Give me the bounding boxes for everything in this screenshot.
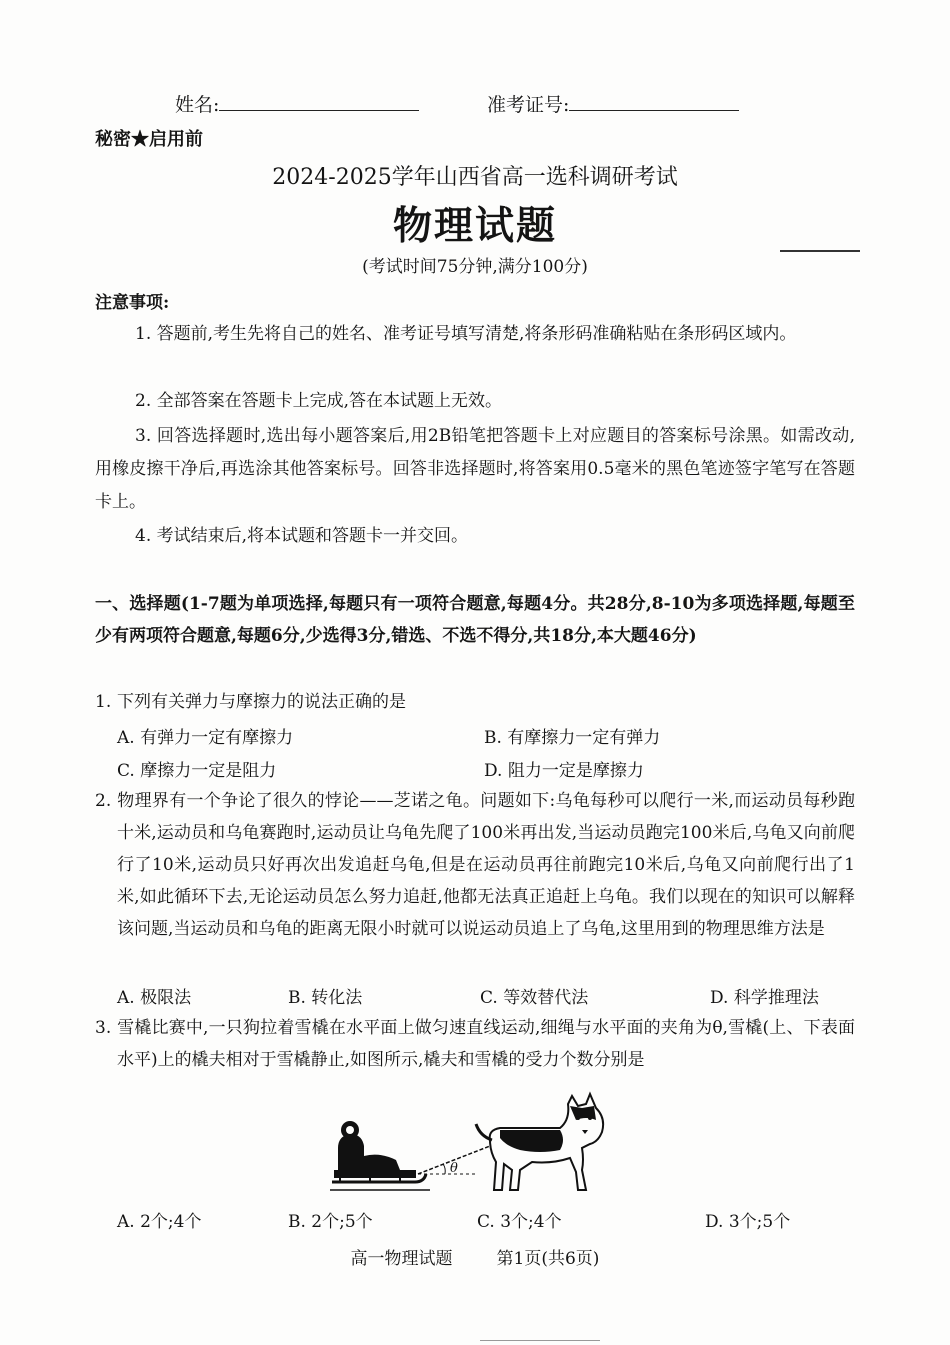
notice-heading: 注意事项: bbox=[95, 293, 170, 313]
exam-number-field bbox=[487, 90, 739, 117]
q3-option-c: C. 3个;4个 bbox=[477, 1212, 562, 1232]
q3-option-a: A. 2个;4个 bbox=[117, 1212, 202, 1232]
page-footer bbox=[0, 1244, 950, 1269]
notice-item-4: 4. 考试结束后,将本试题和答题卡一并交回。 bbox=[135, 526, 469, 546]
theta-label: θ bbox=[450, 1161, 458, 1176]
q2-option-c: C. 等效替代法 bbox=[480, 988, 589, 1008]
name-field bbox=[175, 90, 419, 117]
name-blank bbox=[219, 96, 419, 111]
q3-option-b: B. 2个;5个 bbox=[288, 1212, 373, 1232]
question-1-stem: 下列有关弹力与摩擦力的说法正确的是 bbox=[117, 692, 406, 712]
question-3-stem: 雪橇比赛中,一只狗拉着雪橇在水平面上做匀速直线运动,细绳与水平面的夹角为θ,雪橇(上、下表面水平)上的橇夫相对于雪橇静止,如图所示,橇夫和雪橇的受力个数分别是 bbox=[117, 1018, 855, 1070]
bottom-mark bbox=[480, 1340, 600, 1341]
notice-item-2: 2. 全部答案在答题卡上完成,答在本试题上无效。 bbox=[135, 391, 503, 411]
sled-dog-figure bbox=[320, 1090, 620, 1200]
notice-item-1: 1. 答题前,考生先将自己的姓名、准考证号填写清楚,将条形码准确粘贴在条形码区域内。 bbox=[135, 324, 797, 344]
exam-number-blank bbox=[569, 96, 739, 111]
question-1 bbox=[95, 686, 855, 718]
question-3-number: 3. bbox=[95, 1018, 112, 1038]
question-2-stem: 物理界有一个争论了很久的悖论——芝诺之龟。问题如下:乌龟每秒可以爬行一米,而运动员每秒跑十米,运动员和乌龟赛跑时,运动员让乌龟先爬了100米再出发,当运动员跑完100米后,乌龟又向前爬行了10米,运动员只好再次出发追赶乌龟,但是在运动员再往前跑完10米后,乌龟又向前爬行出了1米,如此循环下去,无论运动员怎么努力追赶,他都无法真正追赶上乌龟。我们以现在的知识可以解释该问题,当运动员和乌龟的距离无限小时就可以说运动员追上了乌龟,这里用到的物理思维方法是 bbox=[117, 791, 855, 939]
exam-time: (考试时间75分钟,满分100分) bbox=[362, 257, 588, 277]
angle-arc bbox=[443, 1164, 445, 1174]
section-heading: 一、选择题(1-7题为单项选择,每题只有一项符合题意,每题4分。共28分,8-10为多项选择题,每题至少有两项符合题意,每题6分,少选得3分,错选、不选不得分,共18分,本大题46分) bbox=[95, 594, 855, 646]
sled-driver-icon bbox=[338, 1121, 400, 1170]
husky-dog-icon bbox=[476, 1094, 603, 1190]
exam-number-label: 准考证号: bbox=[487, 94, 570, 116]
q2-option-d: D. 科学推理法 bbox=[710, 988, 819, 1008]
q1-option-b: B. 有摩擦力一定有弹力 bbox=[484, 728, 661, 748]
notice-item-3: 3. 回答选择题时,选出每小题答案后,用2B铅笔把答题卡上对应题目的答案标号涂黑。如需改动,用橡皮擦干净后,再选涂其他答案标号。回答非选择题时,将答案用0.5毫米的黑色笔迹签字笔写在答题卡上。 bbox=[95, 426, 855, 512]
sled-body bbox=[334, 1170, 416, 1178]
question-2 bbox=[95, 785, 855, 945]
q2-option-b: B. 转化法 bbox=[288, 988, 363, 1008]
q1-option-a: A. 有弹力一定有摩擦力 bbox=[117, 728, 294, 748]
footer-page-number: 第1页(共6页) bbox=[496, 1249, 600, 1269]
question-2-number: 2. bbox=[95, 791, 112, 811]
q3-option-d: D. 3个;5个 bbox=[705, 1212, 791, 1232]
question-3 bbox=[95, 1012, 855, 1076]
q2-option-a: A. 极限法 bbox=[117, 988, 192, 1008]
secret-mark: 秘密★启用前 bbox=[95, 129, 203, 150]
corner-rule bbox=[780, 250, 860, 252]
exam-title: 2024-2025学年山西省高一选科调研考试 bbox=[272, 165, 678, 190]
q1-option-c: C. 摩擦力一定是阻力 bbox=[117, 761, 277, 781]
name-label: 姓名: bbox=[175, 94, 220, 116]
question-1-number: 1. bbox=[95, 692, 112, 712]
footer-subject: 高一物理试题 bbox=[350, 1249, 453, 1269]
q1-option-d: D. 阻力一定是摩擦力 bbox=[484, 761, 644, 781]
subject-title: 物理试题 bbox=[392, 203, 557, 249]
